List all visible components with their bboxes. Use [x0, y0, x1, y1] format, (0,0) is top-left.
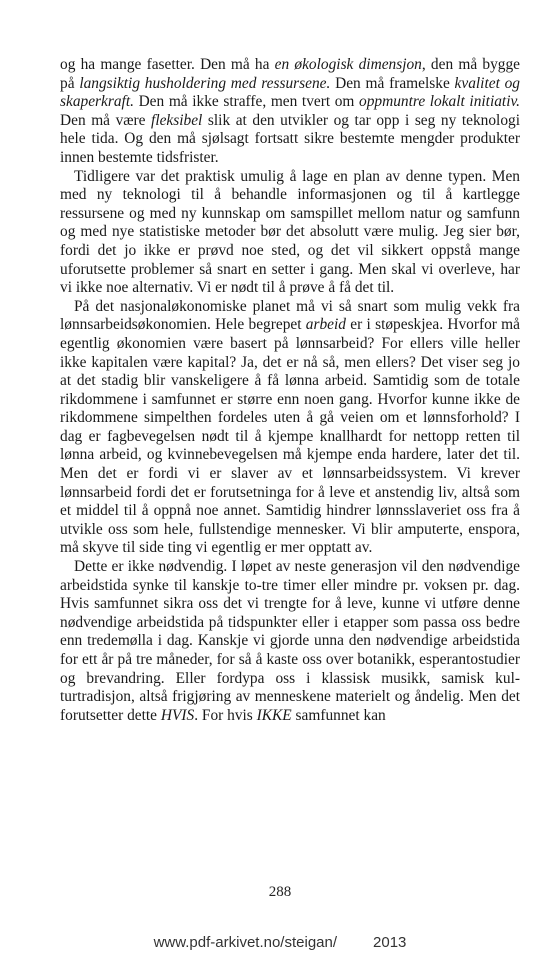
italic-phrase: langsiktig husholdering med ressursene.: [79, 74, 331, 92]
source-year: 2013: [373, 934, 407, 951]
italic-phrase: IKKE: [256, 706, 292, 724]
text-run: . For hvis: [194, 706, 257, 724]
paragraph: [60, 56, 520, 168]
text-run: På det nasjonaløkonomiske planet må vi så snart som mulig vekk fra lønnsarbeidsøkonomien. Hele begrepet: [60, 297, 520, 334]
paragraph: [60, 168, 520, 298]
italic-phrase: oppmuntre lokalt initiativ.: [359, 93, 521, 111]
text-run: Den må være: [60, 111, 152, 129]
source-footer: [0, 934, 560, 951]
paragraph: [60, 298, 520, 558]
text-run: samfunnet kan: [291, 706, 386, 724]
text-run: Tidligere var det praktisk umulig å lage en plan av denne typen. Men med ny teknologi til å behandle informasjonen og til å kartlegge ressursene og med ny kunnskap om samspillet mellom natur og samfunn og med nye statistiske metoder bør det absolutt være mulig. Jeg sier bør, fordi det jo ikke er prøvd noe sted, og det vil sikkert oppstå mange uforutsette problemer så snart en setter i gang. Men skal vi overleve, har vi ikke noe alternativ. Vi er nødt til å prøve å få det til.: [60, 167, 520, 297]
text-run: er i støpeskjea. Hvorfor må egentlig økonomien være basert på lønnsarbeid? For ellers ville heller ikke kapitalen være kapital? Ja, det er nå så, men ellers? Det viser seg jo at det stadig blir vanskeligere å få lønna arbeid. Samtidig som de totale rikdommene i samfunnet er større enn noen gang. Hvorfor kunne ikke de rikdommene simpelthen fordeles uten å gå veien om et lønnsforhold? I dag er fagbevegelsen nødt til å kjempe knallhardt for nettopp retten til lønna arbeid, og kvinnebevegelsen må kjempe enda hardere, later det til. Men det er fordi vi er slaver av et lønnsarbeidssystem. Vi krever lønnsarbeid fordi det er forutsetninga for å leve et anstendig liv, altså som et middel til å oppnå noe annet. Samtidig hindrer lønnsslaveriet oss fra å utvikle oss som hele, fullstendige mennesker. Vi blir amputerte, enspora, må skyve til side ting vi egentlig er mer opptatt av.: [60, 316, 520, 557]
text-run: Den må ikke straffe, men tvert om: [133, 93, 360, 111]
paragraph: [60, 558, 520, 725]
text-run: Dette er ikke nødvendig. I løpet av neste generasjon vil den nødvendige arbeidstida synke til kanskje to-tre timer eller mindre pr. voksen pr. dag. Hvis samfunnet sikra oss det vi trengte for å leve, kunne vi utføre denne nødvendige arbeidstida på tidspunkter eller i etapper som passa oss bedre enn tredemølla i dag. Kanskje vi gjorde unna den nødvendige arbeidstida for ett år på tre måneder, for så å kaste oss over botanikk, esperantostudier og brevandring. Eller fordypa oss i klassisk musikk, samisk kulturtradisjon, altså frigjøring av menneskene materielt og åndelig. Men det forutsetter dette: [60, 558, 520, 724]
italic-phrase: HVIS: [160, 706, 195, 724]
body-text: [60, 56, 520, 725]
text-run: slik at den utvikler og tar opp i seg ny teknologi hele tida. Og den må sjølsagt fortsatt sikre bestemte mengder produkter innen bestemte tidsfrister.: [60, 111, 520, 166]
italic-phrase: fleksibel: [151, 111, 203, 129]
text-run: og ha mange fasetter. Den må ha: [60, 56, 275, 73]
italic-phrase: en økologisk dimensjon: [274, 56, 422, 73]
italic-phrase: arbeid: [305, 316, 346, 334]
text-run: Den må framelske: [330, 74, 455, 92]
source-url: www.pdf-arkivet.no/steigan/: [153, 934, 338, 951]
text-run: , den må bygge på: [60, 56, 520, 92]
page-number: 288: [268, 884, 292, 900]
italic-phrase: kvalitet og skaperkraft.: [60, 74, 521, 111]
